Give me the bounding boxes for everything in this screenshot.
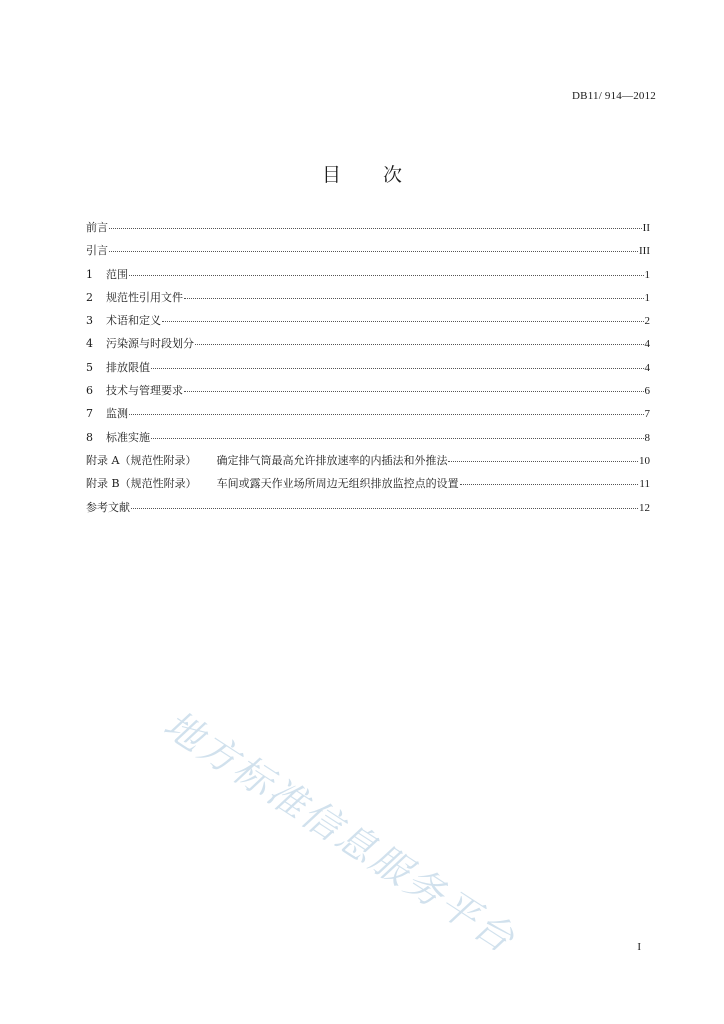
- toc-leader-dots: [109, 241, 638, 252]
- toc-item-page: 12: [639, 501, 650, 514]
- toc-leader-dots: [129, 265, 644, 276]
- toc-item-label: 标准实施: [106, 430, 150, 444]
- toc-item-page: 1: [644, 291, 650, 304]
- toc-item-emission-limits[interactable]: [86, 359, 650, 382]
- page-title: 目次: [321, 164, 444, 186]
- toc-item-number: 1: [86, 267, 93, 281]
- toc-item-introduction[interactable]: [86, 242, 650, 265]
- toc-item-label: 范围: [106, 267, 128, 281]
- toc-leader-dots: [109, 218, 642, 229]
- toc-leader-dots: [131, 498, 638, 509]
- toc-leader-dots: [184, 288, 644, 299]
- watermark-text: 地方标准信息服务平台: [156, 701, 524, 963]
- toc-leader-dots: [129, 404, 644, 415]
- toc-item-page: 8: [644, 431, 650, 444]
- toc-item-label: 附录 B（规范性附录）: [86, 477, 197, 491]
- toc-item-number: 6: [86, 384, 93, 398]
- toc-item-terms-definitions[interactable]: [86, 312, 650, 335]
- toc-item-page: 1: [644, 268, 650, 281]
- toc-item-preface[interactable]: [86, 219, 650, 242]
- toc-item-number: 7: [86, 407, 93, 421]
- toc-item-label: 参考文献: [86, 500, 130, 514]
- toc-item-page: 4: [644, 361, 650, 374]
- toc-item-page: 11: [639, 478, 650, 491]
- toc-item-page: 4: [644, 338, 650, 351]
- document-code: DB11/ 914—2012: [572, 90, 656, 102]
- page-number: I: [637, 941, 641, 953]
- toc-item-page: 10: [639, 454, 650, 467]
- toc-leader-dots: [151, 428, 644, 439]
- toc-item-label: 技术与管理要求: [106, 384, 183, 398]
- table-of-contents: [86, 219, 650, 522]
- toc-item-technical-requirements[interactable]: [86, 382, 650, 405]
- toc-item-label: 排放限值: [106, 360, 150, 374]
- toc-item-scope[interactable]: [86, 266, 650, 289]
- toc-item-label: 术语和定义: [106, 314, 161, 328]
- toc-item-number: 4: [86, 337, 93, 351]
- toc-item-number: 3: [86, 314, 93, 328]
- toc-item-normative-references[interactable]: [86, 289, 650, 312]
- toc-item-label: 污染源与时段划分: [106, 337, 194, 351]
- toc-item-label: 监测: [106, 407, 128, 421]
- toc-item-subtitle: 车间或露天作业场所周边无组织排放监控点的设置: [216, 477, 459, 491]
- toc-leader-dots: [184, 381, 644, 392]
- toc-item-page: II: [642, 222, 650, 234]
- toc-item-label: 规范性引用文件: [106, 290, 183, 304]
- toc-item-pollution-sources[interactable]: [86, 335, 650, 358]
- toc-item-page: 6: [644, 385, 650, 398]
- toc-item-appendix-a[interactable]: [86, 452, 650, 475]
- toc-item-bibliography[interactable]: [86, 499, 650, 522]
- toc-item-page: 2: [644, 315, 650, 328]
- toc-item-label: 附录 A（规范性附录）: [86, 453, 197, 467]
- toc-item-label: 前言: [86, 221, 108, 234]
- toc-item-page: 7: [644, 408, 650, 421]
- toc-leader-dots: [195, 334, 644, 345]
- toc-item-appendix-b[interactable]: [86, 475, 650, 498]
- toc-item-subtitle: 确定排气筒最高允许排放速率的内插法和外推法: [216, 453, 448, 467]
- toc-leader-dots: [448, 451, 638, 462]
- toc-item-implementation[interactable]: [86, 429, 650, 452]
- toc-item-number: 5: [86, 360, 93, 374]
- toc-leader-dots: [460, 474, 639, 485]
- toc-leader-dots: [151, 358, 644, 369]
- toc-item-label: 引言: [86, 244, 108, 258]
- toc-item-number: 8: [86, 430, 93, 444]
- toc-item-number: 2: [86, 290, 93, 304]
- toc-leader-dots: [162, 311, 644, 322]
- toc-item-page: III: [639, 245, 650, 258]
- toc-item-monitoring[interactable]: [86, 405, 650, 428]
